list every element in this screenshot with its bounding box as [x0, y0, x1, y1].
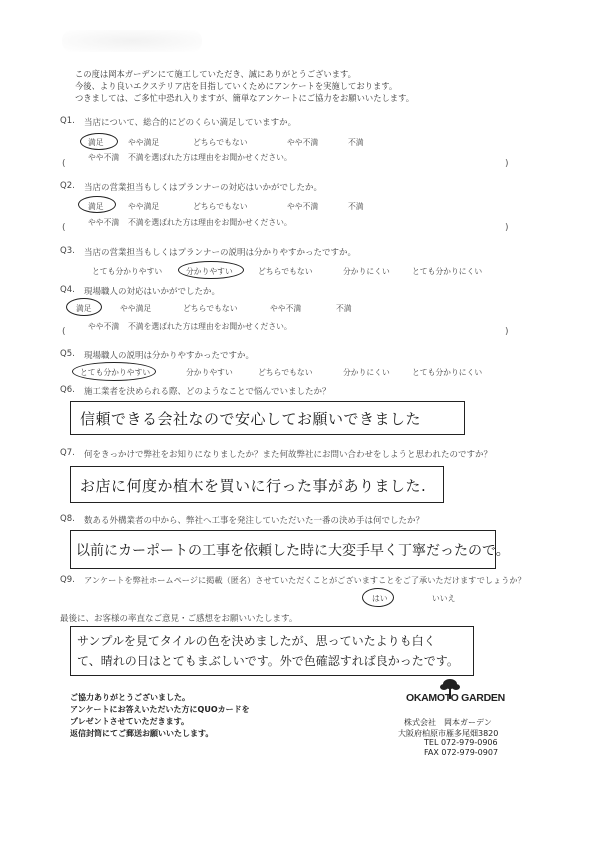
q3-text: 当店の営業担当もしくはプランナーの説明は分かりやすかったですか。 — [84, 248, 357, 258]
last-answer-line-1: サンプルを見てタイルの色を決めましたが、思っていたよりも白く — [77, 634, 436, 648]
footer-line-3: プレゼントさせていただきます。 — [70, 717, 190, 726]
intro-line-1: この度は岡本ガーデンにて施工していただき、誠にありがとうございます。 — [75, 69, 356, 79]
footer-line-2: アンケートにお答えいただいた方にQUOカードを — [70, 705, 250, 714]
q2-text: 当店の営業担当もしくはプランナーの対応はいかがでしたか。 — [84, 183, 323, 193]
company-name: 株式会社 岡本ガーデン — [404, 718, 492, 727]
q1-opt2-1: やや不満 — [88, 153, 120, 162]
intro-line-3: つきましては、ご多忙中恐れ入りますが、簡単なアンケートにご協力をお願いいたします。 — [75, 93, 415, 103]
q9-answer-circle — [362, 588, 394, 607]
q4-answer-circle — [66, 298, 102, 316]
company-logo — [406, 674, 505, 714]
footer-line-4: 返信封筒にてご郵送お願いいたします。 — [70, 729, 214, 738]
q2-opt-4: やや不満 — [287, 202, 319, 211]
q5-opt-2: 分かりやすい — [186, 368, 233, 377]
q4-opt-1: 満足 — [76, 304, 92, 313]
q2-label: Q2. — [60, 181, 75, 191]
q2-paren-open: ( — [62, 223, 66, 233]
footer-line-1: ご協力ありがとうございました。 — [70, 693, 190, 702]
q4-opt2-1: やや不満 — [88, 322, 120, 331]
q9-text: アンケートを弊社ホームページに掲載（匿名）させていただくことがございますことをご了承いただけますでしょうか？ — [84, 575, 526, 585]
intro-line-2: 今後、より良いエクステリア店を目指していくためにアンケートを実施しております。 — [75, 81, 398, 91]
last-text: 最後に、お客様の率直なご意見・ご感想をお願いいたします。 — [60, 614, 298, 624]
q2-paren-close: ) — [505, 223, 509, 233]
q1-paren-close: ) — [505, 159, 509, 169]
q4-label: Q4. — [60, 285, 75, 295]
company-fax: FAX 072-979-0907 — [424, 748, 499, 757]
q9-label: Q9. — [60, 575, 75, 585]
q3-opt-5: とても分かりにくい — [412, 267, 483, 276]
q6-label: Q6. — [60, 385, 75, 395]
q7-answer: お店に何度か植木を買いに行った事がありました. — [80, 477, 427, 495]
q2-opt2-2: 不満を選ばれた方は理由をお聞かせください。 — [128, 218, 292, 227]
q1-paren-open: ( — [62, 159, 66, 169]
q1-opt-5: 不満 — [348, 138, 364, 147]
q1-opt-2: やや満足 — [128, 138, 160, 147]
q1-opt2-2: 不満を選ばれた方は理由をお聞かせください。 — [128, 153, 292, 162]
q2-opt-5: 不満 — [348, 202, 364, 211]
q6-text: 施工業者を決められる際、どのようなことで悩んでいましたか？ — [84, 387, 331, 397]
q5-opt-1: とても分かりやすい — [80, 368, 151, 377]
q8-answer: 以前にカーポートの工事を依頼した時に大変手早く丁寧だったので。 — [76, 543, 510, 559]
q4-opt2-2: 不満を選ばれた方は理由をお聞かせください。 — [128, 322, 292, 331]
q4-paren-open: ( — [62, 327, 66, 337]
q4-opt-2: やや満足 — [120, 304, 152, 313]
q6-answer: 信頼できる会社なので安心してお願いできました — [80, 410, 422, 428]
q4-paren-close: ) — [505, 327, 509, 337]
logo-text: OKAMOTO GARDEN — [406, 692, 505, 704]
q2-opt-1: 満足 — [88, 202, 104, 211]
q3-opt-3: どちらでもない — [258, 267, 313, 276]
q1-label: Q1. — [60, 116, 75, 126]
q5-opt-4: 分かりにくい — [343, 368, 390, 377]
q3-opt-2: 分かりやすい — [186, 267, 233, 276]
q9-yes: はい — [372, 594, 388, 603]
q7-label: Q7. — [60, 448, 75, 458]
q5-opt-3: どちらでもない — [258, 368, 313, 377]
q3-opt-1: とても分かりやすい — [92, 267, 163, 276]
q3-label: Q3. — [60, 246, 75, 256]
q4-text: 現場職人の対応はいかがでしたか。 — [84, 287, 221, 297]
q7-text: 何をきっかけで弊社をお知りになりましたか？また何故弊社にお問い合わせをしようと思われたのですか？ — [84, 450, 493, 460]
q1-opt-4: やや不満 — [287, 138, 319, 147]
q2-opt-3: どちらでもない — [193, 202, 248, 211]
company-address: 大阪府柏原市雁多尾畑3820 — [398, 729, 499, 738]
last-answer-line-2: て、晴れの日はとてもまぶしいです。外で色確認すれば良かったです。 — [77, 654, 459, 668]
q9-no: いいえ — [432, 594, 456, 603]
q4-opt-3: どちらでもない — [183, 304, 238, 313]
q1-opt-1: 満足 — [88, 138, 104, 147]
q5-opt-5: とても分かりにくい — [412, 368, 483, 377]
q4-opt-5: 不満 — [336, 304, 352, 313]
q2-opt2-1: やや不満 — [88, 218, 120, 227]
q5-label: Q5. — [60, 349, 75, 359]
q5-answer-circle — [72, 362, 156, 381]
redacted-name-area — [62, 30, 202, 52]
q2-opt-2: やや満足 — [128, 202, 160, 211]
q3-answer-circle — [178, 261, 244, 279]
q1-text: 当店について、総合的にどのくらい満足していますか。 — [84, 118, 297, 128]
q5-text: 現場職人の説明は分かりやすかったですか。 — [84, 351, 255, 361]
q3-opt-4: 分かりにくい — [343, 267, 390, 276]
company-tel: TEL 072-979-0906 — [424, 738, 498, 747]
q8-text: 数ある外構業者の中から、弊社へ工事を発注していただいた一番の決め手は何でしたか？ — [84, 516, 425, 526]
q4-opt-4: やや不満 — [270, 304, 302, 313]
q1-opt-3: どちらでもない — [193, 138, 248, 147]
q1-answer-circle — [80, 133, 118, 150]
q8-label: Q8. — [60, 514, 75, 524]
q2-answer-circle — [78, 196, 116, 213]
